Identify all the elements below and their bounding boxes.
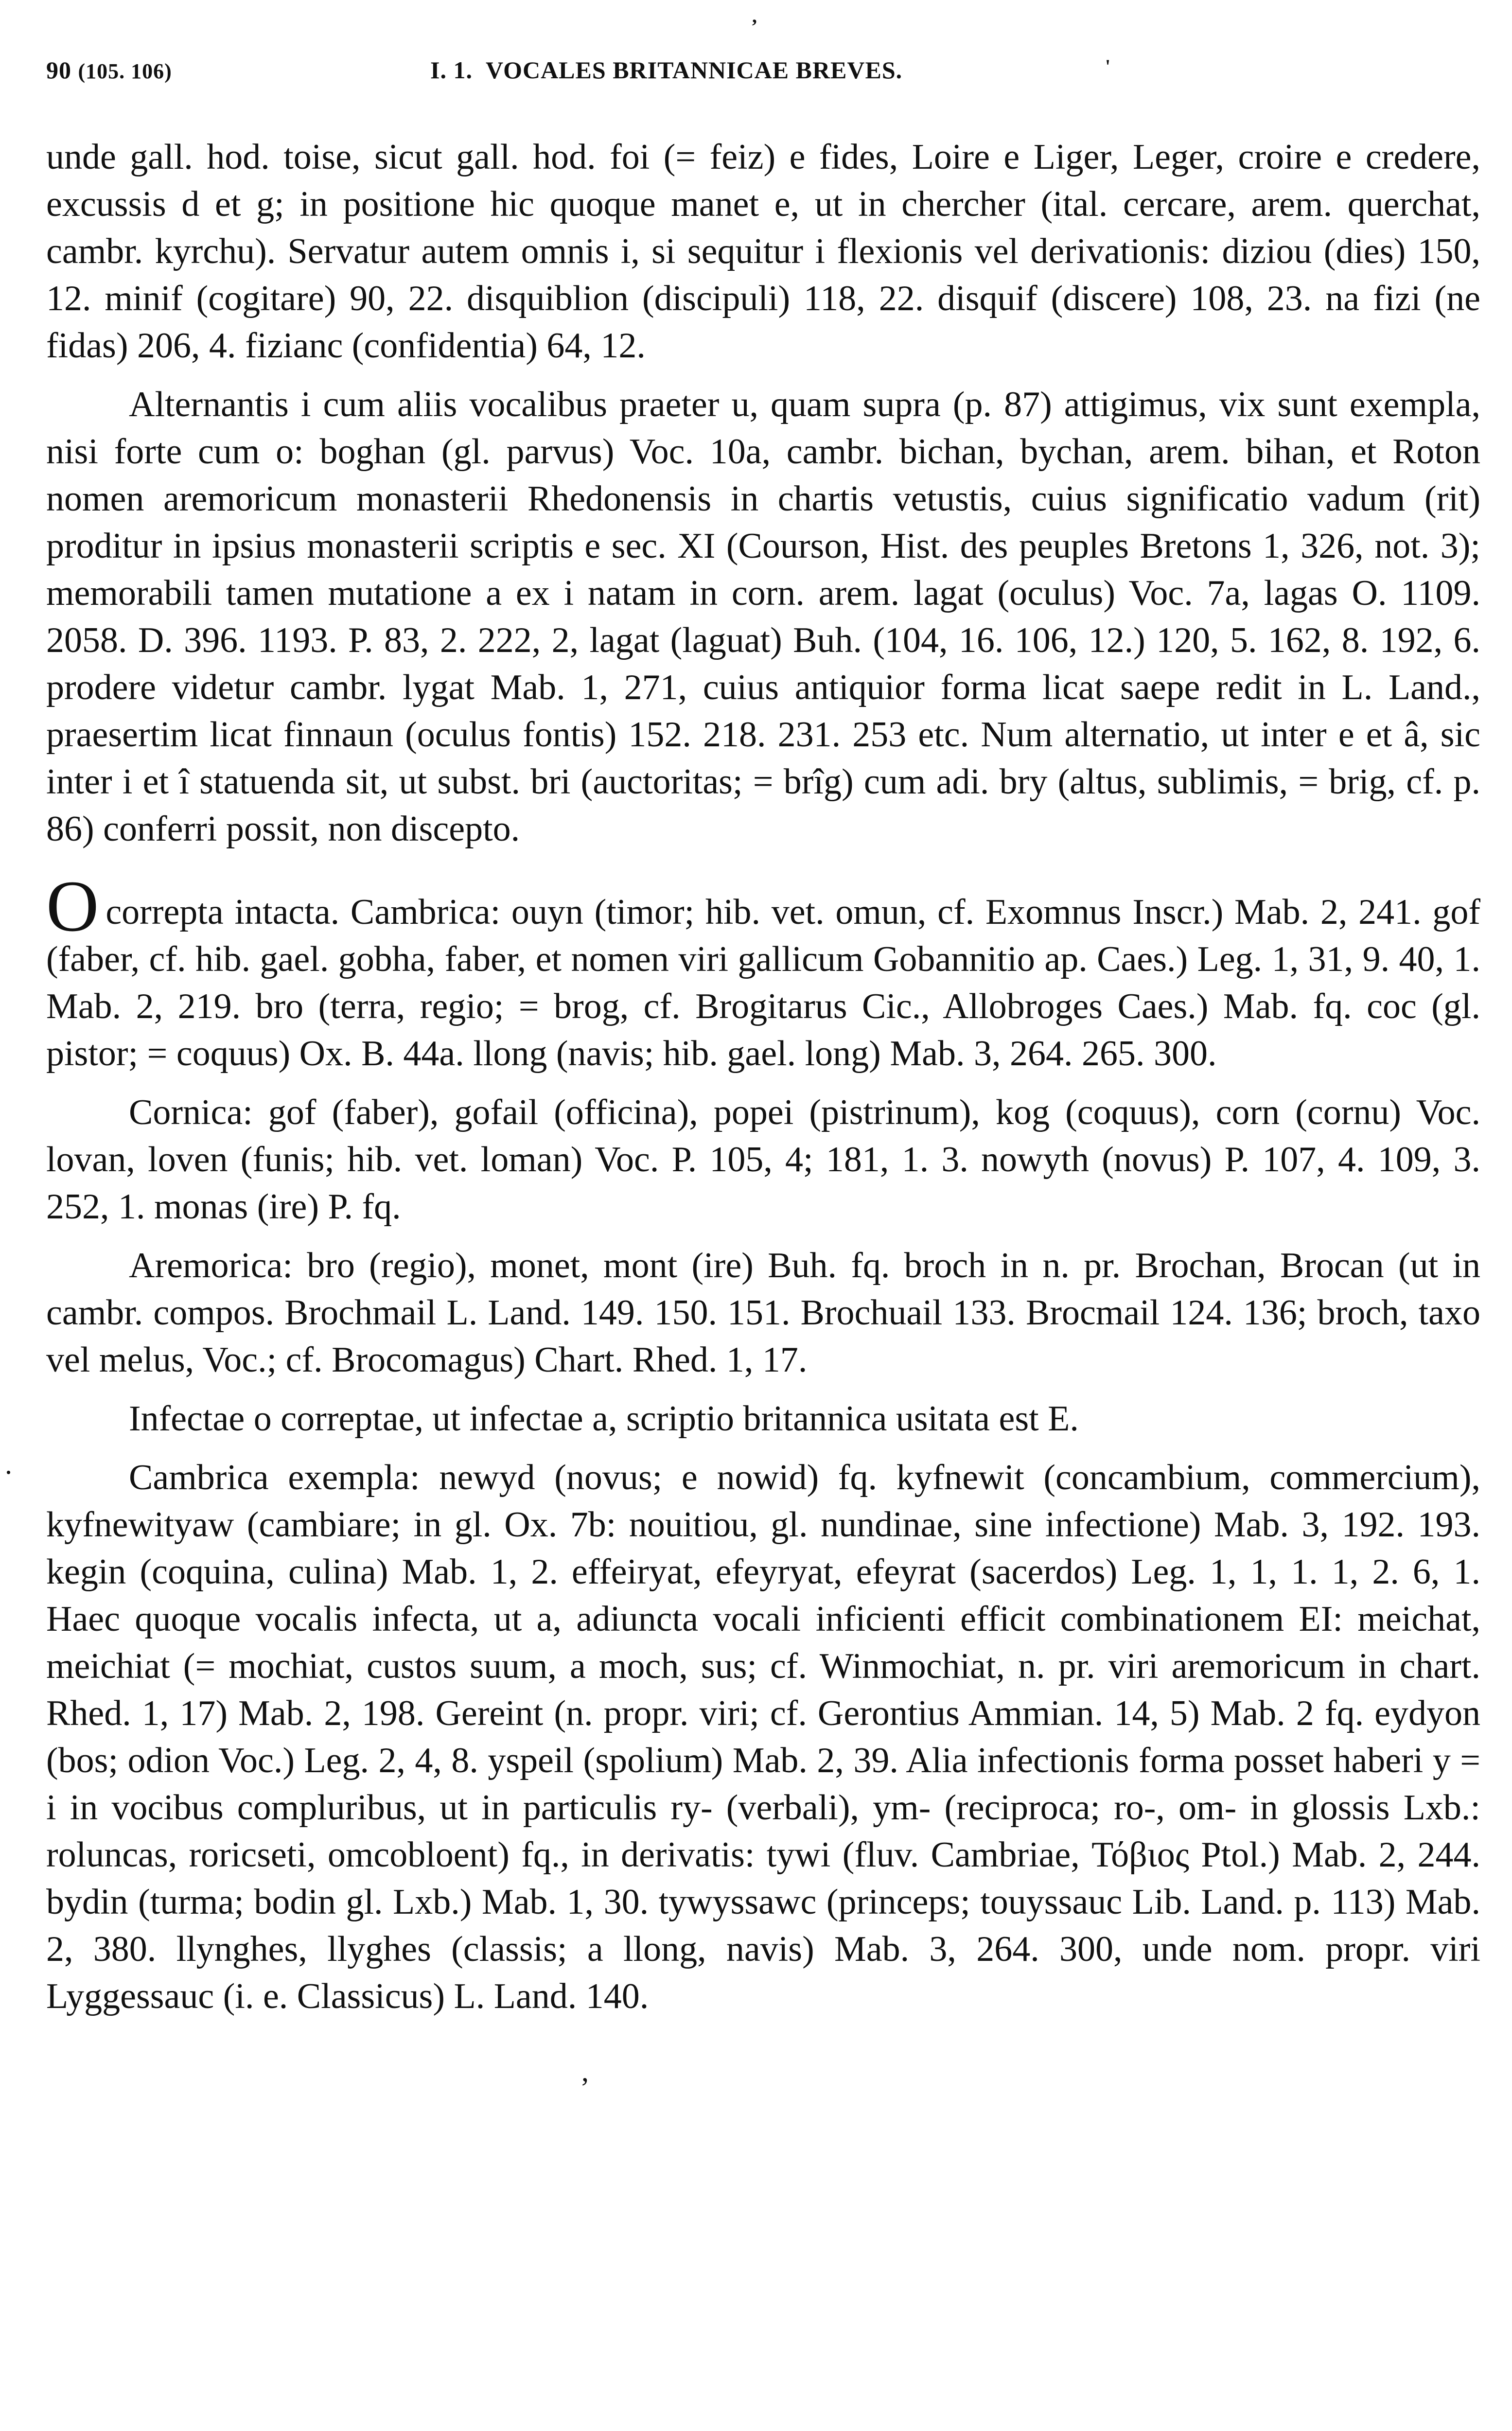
section-number: I. 1.	[430, 56, 473, 84]
body-text	[46, 134, 1480, 2032]
header-mark-right: '	[1105, 55, 1111, 77]
paragraph-7-cambrica-exempla: Cambrica exempla: newyd (novus; e nowid) fq. kyfnewit (concambium, commercium), kyfnewityaw (cambiare; in gl. Ox. 7b: nouitiou, gl. nundinae, sine infectione) Mab. 3, 192. 193. kegin (coquina, culina) Mab. 1, 2. effeiryat, efeyryat, efeyrat (sacerdos) Leg. 1, 1, 1. 1, 2. 6, 1. Haec quoque vocalis infecta, ut a, adiuncta vocali inficienti efficit combinationem EI: meichat, meichiat (= mochiat, custos suum, a moch, sus; cf. Winmochiat, n. pr. viri aremoricum in chart. Rhed. 1, 17) Mab. 2, 198. Gereint (n. propr. viri; cf. Gerontius Ammian. 14, 5) Mab. 2 fq. eydyon (bos; odion Voc.) Leg. 2, 4, 8. yspeil (spolium) Mab. 2, 39. Alia infectionis forma posset haberi y = i in vocibus compluribus, ut in particulis ry- (verbali), ym- (reciproca; ro-, om- in glossis Lxb.: roluncas, roricseti, omcobloent) fq., in derivatis: tywi (fluv. Cambriae, Τόβιος Ptol.) Mab. 2, 244. bydin (turma; bodin gl. Lxb.) Mab. 1, 30. tywyssawc (princeps; touyssauc Lib. Land. p. 113) Mab. 2, 380. llynghes, llyghes (classis; a llong, navis) Mab. 3, 264. 300, unde nom. propr. viri Lyggessauc (i. e. Classicus) L. Land. 140.	[46, 1458, 1480, 2016]
section-name: VOCALES BRITANNICAE BREVES.	[485, 56, 903, 84]
paragraph-6-infectae: Infectae o correptae, ut infectae a, scriptio britannica usitata est E.	[129, 1399, 1079, 1439]
paragraph-3-text: correpta intacta. Cambrica: ouyn (timor; hib. vet. omun, cf. Exomnus Inscr.) Mab. 2, 241. gof (faber, cf. hib. gael. gobha, faber, et nomen viri gallicum Gobannitio ap. Caes.) Leg. 1, 31, 9. 40, 1. Mab. 2, 219. bro (terra, regio; = brog, cf. Brogitarus Cic., Allobroges Caes.) Mab. fq. coc (gl. pistor; = coquus) Ox. B. 44a. llong (navis; hib. gael. long) Mab. 3, 264. 265. 300.	[46, 892, 1480, 1074]
paragraph-1: unde gall. hod. toise, sicut gall. hod. foi (= feiz) e fides, Loire e Liger, Leger, croire e credere, excussis d et g; in positione hic quoque manet e, ut in chercher (ital. cercare, arem. querchat, cambr. kyrchu). Servatur autem omnis i, si sequitur i flexionis vel derivationis: diziou (dies) 150, 12. minif (cogitare) 90, 22. disquiblion (discipuli) 118, 22. disquif (discere) 108, 23. na fizi (ne fidas) 206, 4. fizianc (confidentia) 64, 12.	[46, 137, 1480, 366]
running-header	[46, 15, 1480, 102]
drop-letter: O	[46, 866, 99, 947]
page-number: 90	[46, 56, 71, 84]
page	[5, 15, 1480, 2419]
paragraph-3-o-correpta	[46, 866, 1480, 1077]
margin-mark: .	[5, 1448, 12, 1480]
stray-mark: ’	[580, 2072, 590, 2104]
page-ref: (105. 106)	[78, 59, 172, 83]
paragraph-2: Alternantis i cum aliis vocalibus praeter u, quam supra (p. 87) attigimus, vix sunt exempla, nisi forte cum o: boghan (gl. parvus) Voc. 10a, cambr. bichan, bychan, arem. bihan, et Roton nomen aremoricum monasterii Rhedonensis in chartis vetustis, cuius significatio vadum (rit) proditur in ipsius monasterii scriptis e sec. XI (Courson, Hist. des peuples Bretons 1, 326, not. 3); memorabili tamen mutatione a ex i natam in corn. arem. lagat (oculus) Voc. 7a, lagas O. 1109. 2058. D. 396. 1193. P. 83, 2. 222, 2, lagat (laguat) Buh. (104, 16. 106, 12.) 120, 5. 162, 8. 192, 6. prodere videtur cambr. lygat Mab. 1, 271, cuius antiquior forma licat saepe redit in L. Land., praesertim licat finnaun (oculus fontis) 152. 218. 231. 253 etc. Num alternatio, ut inter e et â, sic inter i et î statuenda sit, ut subst. bri (auctoritas; = brîg) cum adi. bry (altus, sublimis, = brig, cf. p. 86) conferri possit, non discepto.	[46, 385, 1480, 849]
page-header-left	[46, 56, 172, 84]
header-mark-top: ’	[751, 15, 758, 37]
paragraph-5-aremorica: Aremorica: bro (regio), monet, mont (ire) Buh. fq. broch in n. pr. Brochan, Brocan (ut in cambr. compos. Brochmail L. Land. 149. 150. 151. Brochuail 133. Brocmail 124. 136; broch, taxo vel melus, Voc.; cf. Brocomagus) Chart. Rhed. 1, 17.	[46, 1246, 1480, 1380]
section-title	[430, 56, 902, 84]
paragraph-4-cornica: Cornica: gof (faber), gofail (officina), popei (pistrinum), kog (coquus), corn (cornu) Voc. lovan, loven (funis; hib. vet. loman) Voc. P. 105, 4; 181, 1. 3. nowyth (novus) P. 107, 4. 109, 3. 252, 1. monas (ire) P. fq.	[46, 1092, 1480, 1227]
